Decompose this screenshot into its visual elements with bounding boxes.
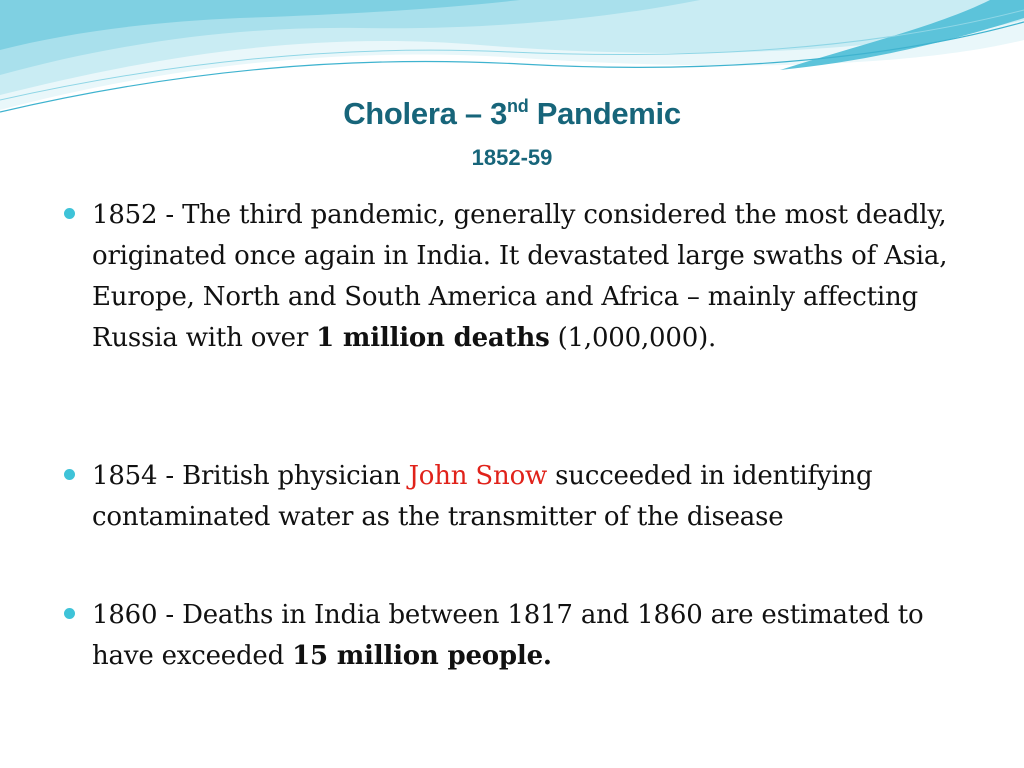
bullet-dot-icon <box>64 208 75 219</box>
bullet-text: 1852 - The third pandemic, generally considered the most deadly, originated once again in India. It devastated large swaths of Asia, Europe, North and South America and Africa – mainly affecting Russia with over <box>92 200 948 353</box>
bullet-bold-text: 1 million deaths <box>316 323 550 353</box>
title-text-end: Pandemic <box>528 96 681 131</box>
bullet-1854 <box>92 456 982 538</box>
bullet-1852 <box>92 195 982 359</box>
bullet-text: 1854 - British physician <box>92 461 409 491</box>
bullet-dot-icon <box>64 608 75 619</box>
bullet-dot-icon <box>64 469 75 480</box>
bullet-1860 <box>92 595 982 677</box>
bullet-bold-text: 15 million people. <box>292 641 552 671</box>
bullet-text: 1860 - Deaths in India between 1817 and 1860 are estimated to have exceeded <box>92 600 924 671</box>
bullet-text: (1,000,000). <box>549 323 717 353</box>
title-text: Cholera – 3 <box>343 96 508 131</box>
slide-title <box>0 94 1024 138</box>
title-superscript: nd <box>507 96 529 116</box>
bullet-highlight-text: John Snow <box>408 461 548 491</box>
slide-subtitle: 1852-59 <box>471 145 553 170</box>
bullet-text: succeeded in identifying contaminated water as the transmitter of the disease <box>92 461 873 532</box>
